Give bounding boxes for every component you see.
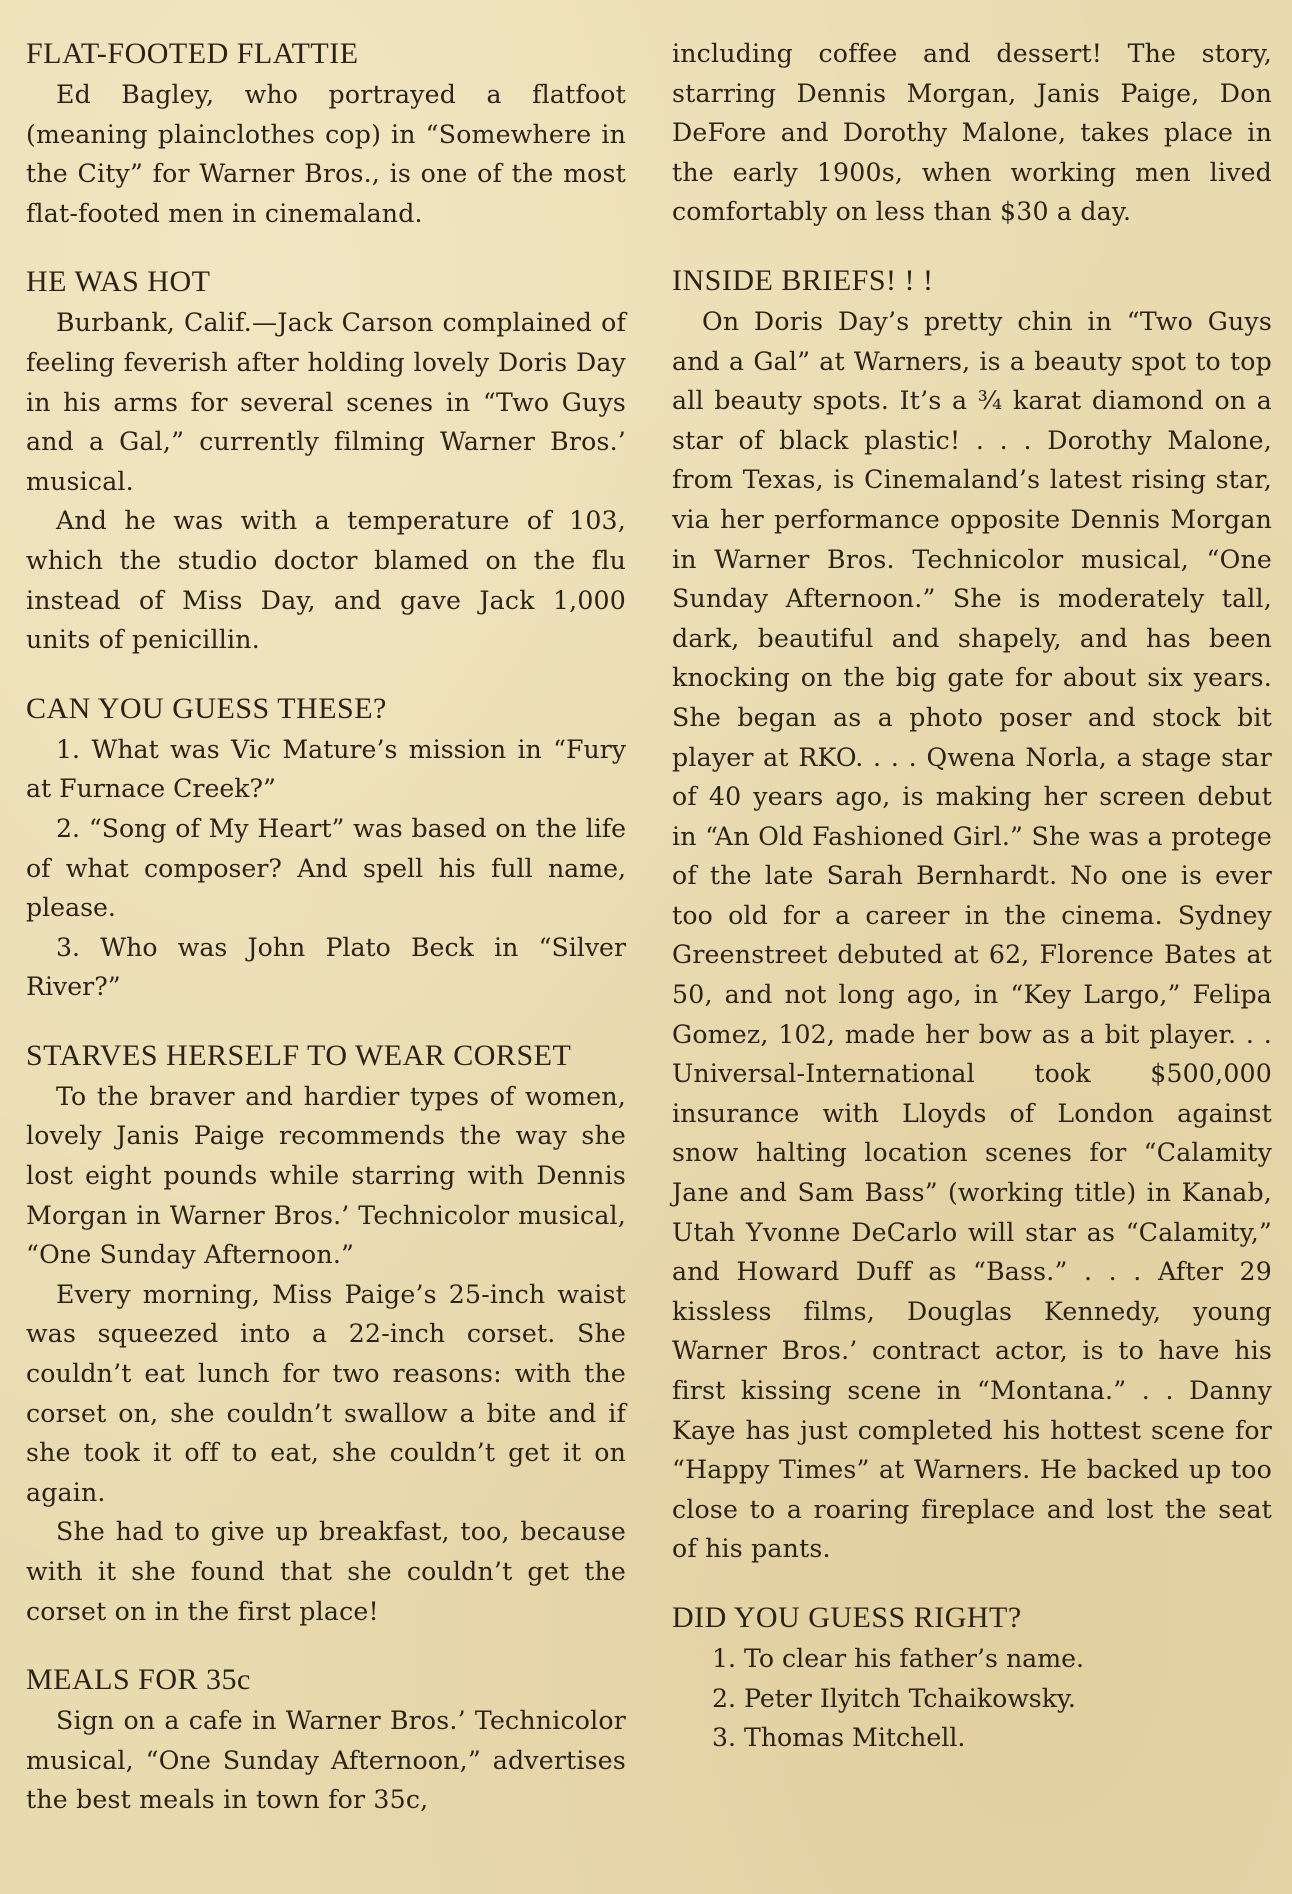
article-heading: FLAT-FOOTED FLATTIE: [26, 37, 359, 70]
quiz-answers: [672, 1598, 1272, 1758]
article-starves-herself: [26, 1036, 626, 1631]
article-flat-footed-flattie: [26, 34, 626, 233]
article-paragraph: On Doris Day’s pretty chin in “Two Guys and a Gal” at Warners, is a beauty spot to top all beauty spots. It’s a ¾ karat diamond on a star of black plastic! . . . Dorothy Malone, from Texas, is Cinemaland’s latest rising star, via her performance opposite Dennis Morgan in Warner Bros. Technicolor musical, “One Sunday Afternoon.” She is moderately tall, dark, beautiful and shapely, and has been knocking on the big gate for about six years. She began as a photo poser and stock bit player at RKO. . . . Qwena Norla, a stage star of 40 years ago, is making her screen debut in “An Old Fashioned Girl.” She was a protege of the late Sarah Bernhardt. No one is ever too old for a career in the cinema. Sydney Greenstreet debuted at 62, Florence Bates at 50, and not long ago, in “Key Largo,” Felipa Gomez, 102, made her bow as a bit player. . . Universal-International took $500,000 insurance with Lloyds of London against snow halting location scenes for “Calamity Jane and Sam Bass” (working title) in Kanab, Utah Yvonne DeCarlo will star as “Calamity,” and Howard Duff as “Bass.” . . . After 29 kissless films, Douglas Kennedy, young Warner Bros.’ contract actor, is to have his first kissing scene in “Montana.” . . Danny Kaye has just completed his hottest scene for “Happy Times” at Warners. He backed up too close to a roaring fireplace and lost the seat of his pants.: [672, 306, 1272, 1564]
quiz-answer: 2. Peter Ilyitch Tchaikowsky.: [712, 1683, 1076, 1713]
article-meals-for-35c: [26, 1660, 626, 1820]
quiz-answer: 3. Thomas Mitchell.: [712, 1723, 966, 1753]
article-he-was-hot: [26, 262, 626, 659]
quiz-question: 1. What was Vic Mature’s mission in “Fury at Furnace Creek?”: [26, 734, 626, 804]
quiz-heading: CAN YOU GUESS THESE?: [26, 691, 387, 725]
left-column: [26, 34, 626, 1849]
article-paragraph-continued: including coffee and dessert! The story, starring Dennis Morgan, Janis Paige, Don DeFore and Dorothy Malone, takes place in the early 1900s, when working men lived comfortably on less than $30 a day.: [672, 39, 1272, 227]
quiz-question: 2. “Song of My Heart” was based on the life of what composer? And spell his full name, please.: [26, 813, 626, 923]
article-heading: MEALS FOR 35c: [26, 1663, 251, 1697]
quiz-questions: [26, 689, 626, 1007]
article-paragraph: Every morning, Miss Paige’s 25-inch waist was squeezed into a 22-inch corset. She couldn’t eat lunch for two reasons: with the corset on, she couldn’t swallow a bite and if she took it off to eat, she couldn’t get it on again.: [26, 1279, 626, 1507]
article-heading: INSIDE BRIEFS! ! !: [672, 263, 934, 297]
quiz-answer: 1. To clear his father’s name.: [712, 1643, 1084, 1673]
quiz-question: 3. Who was John Plato Beck in “Silver River?”: [26, 932, 626, 1002]
article-inside-briefs: [672, 261, 1272, 1569]
right-column: [672, 34, 1272, 1787]
article-paragraph: She had to give up breakfast, too, because with it she found that she couldn’t get the corset on in the first place!: [26, 1517, 626, 1626]
article-paragraph: Burbank, Calif.—Jack Carson complained of feeling feverish after holding lovely Doris Day in his arms for several scenes in “Two Guys and a Gal,” currently filming Warner Bros.’ musical.: [26, 308, 626, 496]
article-paragraph: Sign on a cafe in Warner Bros.’ Technicolor musical, “One Sunday Afternoon,” advertises the best meals in town for 35c,: [26, 1706, 626, 1815]
article-paragraph: Ed Bagley, who portrayed a flatfoot (meaning plainclothes cop) in “Somewhere in the City” for Warner Bros., is one of the most flat-footed men in cinemaland.: [26, 80, 626, 228]
article-paragraph: And he was with a temperature of 103, which the studio doctor blamed on the flu instead of Miss Day, and gave Jack 1,000 units of penicillin.: [26, 506, 626, 655]
answers-heading: DID YOU GUESS RIGHT?: [672, 1600, 1022, 1634]
article-heading: STARVES HERSELF TO WEAR CORSET: [26, 1038, 572, 1072]
article-heading: HE WAS HOT: [26, 265, 211, 299]
article-meals-continued: [672, 34, 1272, 232]
article-paragraph: To the braver and hardier types of women, lovely Janis Paige recommends the way she lost eight pounds while starring with Dennis Morgan in Warner Bros.’ Technicolor musical, “One Sunday Afternoon.”: [26, 1081, 626, 1270]
